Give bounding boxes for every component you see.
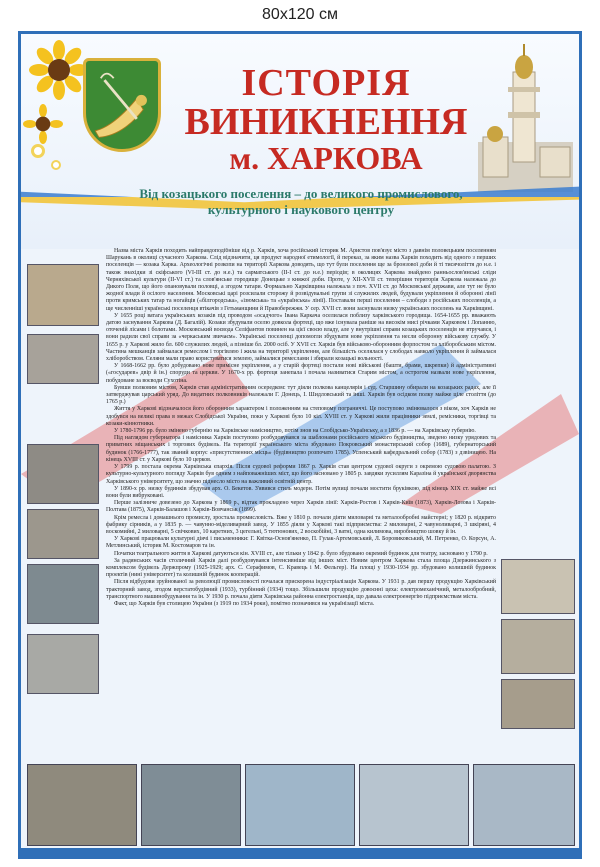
historical-photo [27, 634, 99, 694]
city-skyline-photo [245, 764, 355, 846]
history-text [106, 248, 496, 632]
daisy-icon [51, 160, 61, 170]
paragraph: У 1890-х рр. низку будинків збудував арх. О. Бекетов. З'явився стиль модерн. Потім вулиці почали мостити бруківкою, під кінець XIX ст. майже всі вони були вибруковані. [106, 485, 496, 499]
paragraph: Крім ремесла і домашнього промислу, зростала промисловість. Вже у 1810 р. почали діяти миловарні та металообробні майстерні; у 1820 р. відкрито фабрику сірників, а у 1835 р. — чавунно-міделиварний завод. У 1855 діяли у Харкові такі підприємства: 2 миловарні, 2 чавуноливарні, 3 шкіряні, 4 воскомийні, 2 миловарні, 5 свічкових, 10 каретних, 3 цегельні, 5 тютюнових, 2 воскобійні, 3 ватні, одна килимова, виробництво шовку й ін. [106, 514, 496, 535]
paragraph: Початки театрального життя в Харкові датуються кін. XVIII ст., але тільки у 1842 р. було збудовано окремий будинок для театру, засновано у 1790 р. [114, 550, 488, 557]
poster-header [21, 34, 579, 249]
title-line-1: ІСТОРІЯ [241, 62, 411, 104]
historical-photo [27, 509, 99, 559]
poster-title [181, 64, 471, 174]
cornucopia-icon [86, 61, 158, 149]
paragraph: Під наглядом губернатора і намісника Харків поступово розбудовувався за шаблонами російського міського будівництва, зведено низку урядових та приватних міщанських і торгових будівель. На території українського міста збудовано Покровський монастирський собор (1689), губернаторський будинок (1766-1777), так званий корпус «присутственних місць» (будівництво розпочато 1785). Успенський кафедральний собор (1783) з дзвіницею. На кінець XVIII ст. у Харкові було 10 церков. [106, 435, 496, 463]
paragraph: Перше залізниче довезено до Харкова у 1869 р., відтак прокладено через Харків лінії: Харків-Ростов і Харків-Київ (1873), Харків-Лозова і Харків-Полтава (1875), Харків-Балашов і Харків-Вовчанськ (1899). [106, 500, 496, 514]
paragraph: Бувши полковим містом, Харків став адміністративним осередком: тут діяли полкова канцелярія і суд. Старшину обирали на козацьких радах, але її затверджував царський уряд. До видатних полковників належали Г. Донець, І. Шидловський та інші. Харків був осідком полку майже ціле століття (до 1765 р.) [106, 384, 496, 406]
sunflower-icon [23, 104, 63, 144]
paragraph: За радянських часів столичний Харків далі розбудовувався інтенсивніше від інших міст. Новим центром Харкова стала площа Дзержинського з комплексом будівель Держпрому (1925-1929; арх. С. Серафимов, С. Кравець і М. Фельгер). На площі у 1930-1934 рр. збудовано колишній будинок проектів (нині університет) та колишній будинок кооперацій. [106, 557, 496, 579]
annunciation-cathedral-photo [473, 764, 575, 846]
subtitle-line-2: культурного і наукового центру [207, 202, 395, 218]
subtitle-line-1: Від козацького поселення – до великого промислового, [139, 186, 463, 201]
paragraph: У 1655 році ватага українських козаків під проводом «осадчого» Івана Каркача оселилася поблизу харківського городища. 1654-1655 рр. вважають датою заснування Харкова (Д. Багалій). Козаки збудували оселю довкола фортеці, що вже існувала раніше на високім мисі річками Харковом і Лопанню, оточеній лісами і болотами. Московський воєвода Селіфантов повинен на цієї своєю владу, але у внутрішні справи козацьких поселенців не втручався, і вони радили свої справи за «черкаським звичаєм». Українські поселенці допомогли збудувати нове укріплення та несли оборонну військову службу. У 1655 р. у Харкові жило бл. 600 служилих людей, а пізніше бл. 2000 осіб. У XVII ст. Харків був військово-оборонним форпостом та хліборобським містом. Частина мешканців займалася ремеслом і торгівлею і жила на території укріплення, але більшість оселялася у слободах навколо укріплення й займалася хліборобством. Селяни мали право користуватися землею, займалися ремеслами і збирали козацькі вольності. [106, 312, 496, 363]
historical-photo [27, 444, 99, 504]
derzhprom-photo [141, 764, 241, 846]
paragraph: Життя у Харкові відзначалося його оборонним характером і положенням на степовому пограниччі. Це поступово змінювалося з віком, хоч Харків не здобувся на великі права в межах Слобідської України, поки у Харкові було 10 кіл. XVIII ст. у Харкові жили працівники землі, ремісники, торгівці та козаки-кіннотники. [106, 406, 496, 427]
paragraph: У Харкові працювали культурні діячі і письменники: Г. Квітка-Основ'яненко, П. Гулак-Артемовський, Л. Боровиковський, М. Петренко, О. Корсун, А. Метлинський, історик М. Костомаров та ін. [106, 536, 496, 550]
poster [18, 31, 582, 859]
title-line-2: ВИНИКНЕННЯ [184, 100, 468, 143]
footer-bar [21, 848, 579, 856]
historical-photo [501, 679, 575, 729]
tractor-photo [27, 764, 137, 846]
historical-photo [27, 264, 99, 326]
title-line-3: м. ХАРКОВА [229, 139, 423, 176]
kharkiv-coat-of-arms-icon [83, 58, 161, 152]
sunflower-icon [29, 40, 89, 100]
paragraph: У 1780-1796 рр. було змінено губернію на Харківське намісництво, потім знов на Слобідсько-Українську, а з 1836 р. — на Харківську губернію. [114, 428, 476, 435]
historical-photo [27, 564, 99, 624]
historical-photo [501, 559, 575, 614]
cathedral-bell-tower-icon [478, 42, 573, 192]
size-label: 80x120 см [262, 6, 338, 23]
paragraph: Після відбудови зруйнованої за революції промисловості почалася прискорена індустріалізація Харкова. У 1931 р. дав першу продукцію Харківський тракторний завод, згодом верстатобудівний (1933), турбінний (1934) тощо. Збільшили продукцію довоєнні цеха: електромеханічний, металообробний, транспортного машинобудування та ін. У 1930 р. почала діяти Харківська районна електростанція, що давала електроенергію підприємствам міста. [106, 579, 496, 600]
paragraph: Назва міста Харків походить найправдоподібніше від р. Харків, хоча російський історик М. Аристов пов'язує місто з давнім половецьким поселенням Шарукань в околиці сучасного Харкова. Слід відзначити, ця продукт народної етимології, й переказ, за яким назва Харків походить від одного з перших поселенців — козака Харка. Археологічні розкопи на території Харкова доводять, що тут були поселення ще за бронзової доби й ті тисячоліття до н.е. і також знахідки зі скіфського (VI-III ст. до н.е.) та сарматського (II-I ст. до н.е.) періодів; в околицях Харкова знайдено ранньослов'янські сліди Черняхівської культури (II-VI ст.) та слов'янське городище Донецьке з княжої доби. Проте, у XII-XVII ст. теперішня територія Харкова належала до Дикого Поля, що його опановували половці, а згодом татари. Формально Харківщина належала з поч. XVII ст. до Московської держави, але тут не було жодної влади й осілого населення. Московські царі розсилали сторожу й розвідувальні групи зі служилих людей, будували укріплення й оборонні лінії проти кримських татар та ногайців («білгородська», «ізюмська» та «українська» лінії). Поставали перші поселення – слободи з російських поселенців, а ще численніші українські поселенця втікачів з Гетьманщини й Правобережжя. У сер. XVII ст. вони заснували низку українських поселень на Харківщині. [106, 248, 496, 312]
historical-photo [501, 619, 575, 674]
cathedral-photo [359, 764, 469, 846]
daisy-icon [31, 144, 45, 158]
paragraph: Факт, що Харків був столицею України (з 1919 по 1934 роки), помітно позначився на українізації міста. [114, 600, 375, 607]
poster-subtitle [101, 186, 501, 219]
historical-photo [27, 334, 99, 384]
paragraph: У 1668-1662 рр. було добудовано нове примісне укріплення, а у старій фортеці постали нові військові (башти, брами, шкрепки) й адміністративні («государев» двір й ін.) споруди та церкви. У 1670-х рр. фортеця занепала і почала називатися Старим містом, а острогом назвали нове укріплення, побудоване за воєводи Сухотіна. [106, 363, 496, 384]
paragraph: У 1799 р. постала окрема Харківська єпархія. Після судової реформи 1867 р. Харків став центром судової округи з окремою судовою палатою. З культурно-культурного погляду Харків був одним з найповажніших міст, що його засновано у 1805 р. завдяки зусиллям Каразіна й української дворянства Харківського університету, що значно піднесло місто на важливий освітній центр. [106, 464, 496, 485]
